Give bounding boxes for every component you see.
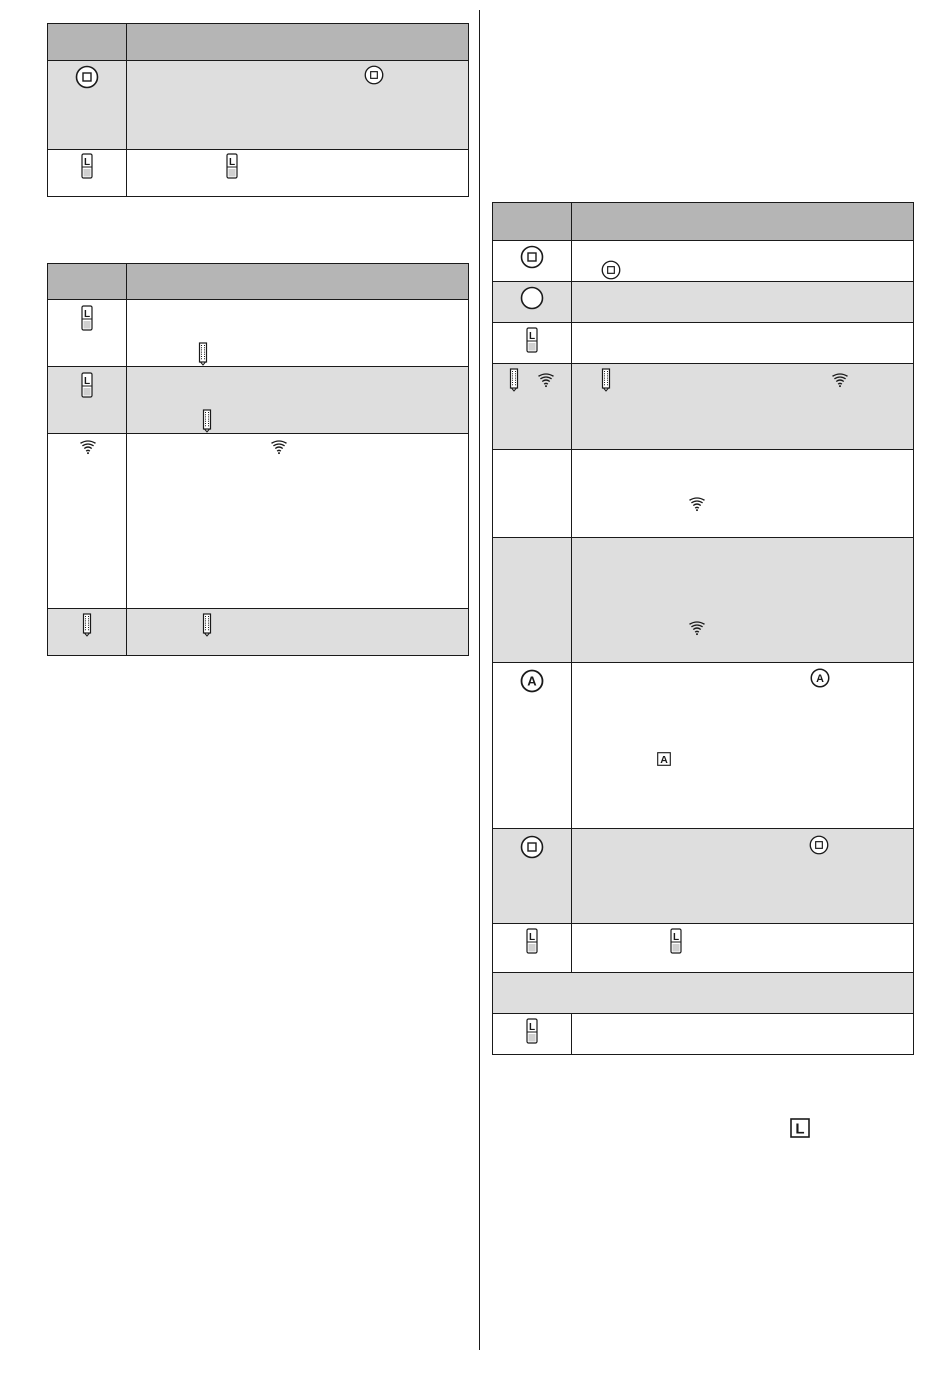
level-low-icon (81, 305, 93, 331)
auto-circle-icon (520, 669, 544, 693)
wireless-signal-icon (270, 439, 288, 455)
level-bar-icon (201, 613, 213, 637)
table-row (48, 609, 469, 656)
wireless-signal-icon (831, 372, 849, 388)
wireless-signal-icon (537, 372, 555, 388)
svg-text:A: A (816, 672, 824, 685)
svg-text:L: L (528, 932, 536, 943)
level-bar-icon (197, 342, 209, 366)
svg-text:A: A (660, 753, 668, 766)
level-bar-icon (201, 409, 213, 433)
table-row (493, 663, 914, 829)
level-low-icon (226, 153, 238, 179)
auto-circle-icon (810, 668, 830, 688)
table-row (493, 1014, 914, 1055)
table-row (493, 538, 914, 663)
stop-circle-icon (75, 65, 99, 89)
table-row (48, 150, 469, 197)
stop-circle-icon (520, 835, 544, 859)
stop-circle-icon (601, 260, 621, 280)
auto-boxed-icon (657, 752, 671, 766)
level-low-icon (81, 372, 93, 398)
table-header-icon (493, 203, 572, 241)
wireless-signal-icon (688, 620, 706, 636)
table-header-description (127, 264, 469, 300)
table-row (493, 282, 914, 323)
level-low-icon (81, 153, 93, 179)
level-bar-icon (600, 368, 612, 392)
table-display-3 (492, 202, 914, 1055)
svg-text:L: L (228, 157, 236, 168)
table-row (48, 61, 469, 150)
svg-text:L: L (83, 309, 91, 320)
svg-text:L: L (83, 157, 91, 168)
table-display-1 (47, 23, 469, 197)
table-row (48, 300, 469, 367)
table-header-description (127, 24, 469, 61)
table-header-icon (48, 264, 127, 300)
level-low-icon (526, 327, 538, 353)
level-bar-icon (508, 368, 520, 392)
table-row (493, 450, 914, 538)
table-display-2 (47, 263, 469, 656)
table-row (48, 367, 469, 434)
stop-circle-icon (364, 65, 384, 85)
column-divider (479, 10, 480, 1350)
lock-boxed-icon (790, 1118, 810, 1138)
empty-circle-icon (520, 286, 544, 310)
table-header-icon (48, 24, 127, 61)
stop-circle-icon (520, 245, 544, 269)
table-row (493, 924, 914, 973)
table-row (493, 323, 914, 364)
svg-text:L: L (672, 932, 680, 943)
level-low-icon (526, 1018, 538, 1044)
level-low-icon (526, 928, 538, 954)
table-row (493, 829, 914, 924)
table-row (48, 434, 469, 609)
table-header-description (572, 203, 914, 241)
table-row (493, 973, 914, 1014)
level-bar-icon (81, 613, 93, 637)
table-row (493, 364, 914, 450)
wireless-signal-icon (688, 496, 706, 512)
svg-text:L: L (83, 376, 91, 387)
svg-text:L: L (528, 331, 536, 342)
stop-circle-icon (809, 835, 829, 855)
table-row (493, 241, 914, 282)
wireless-signal-icon (79, 439, 97, 455)
svg-text:A: A (527, 673, 537, 689)
level-low-icon (670, 928, 682, 954)
svg-text:L: L (795, 1120, 805, 1138)
svg-text:L: L (528, 1022, 536, 1033)
